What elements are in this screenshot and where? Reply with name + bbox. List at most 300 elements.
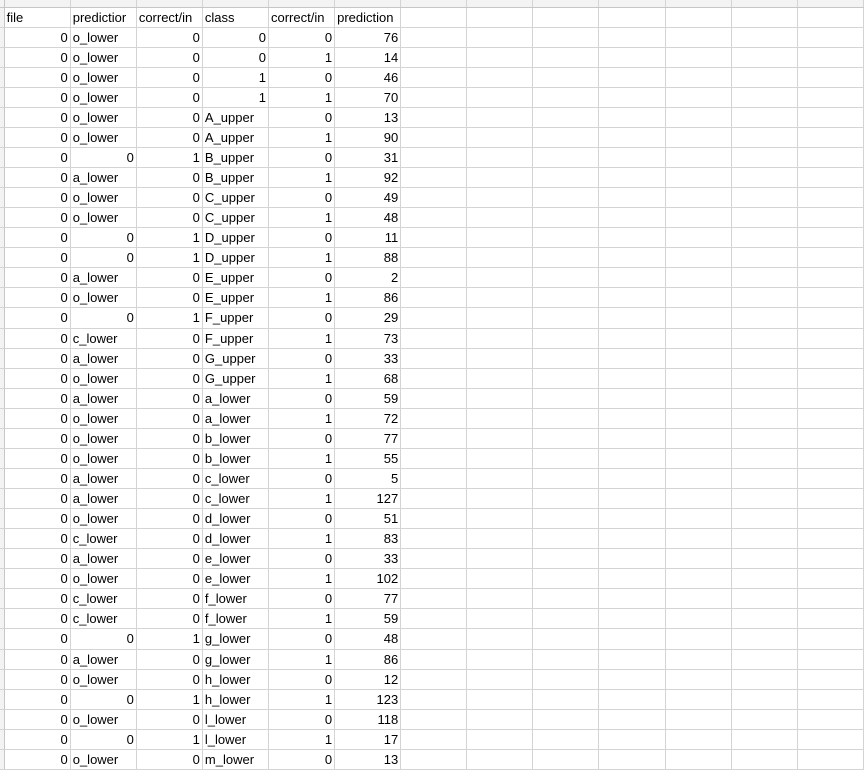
cell[interactable]: 68 (335, 368, 401, 388)
cell[interactable]: o_lower (70, 408, 136, 428)
cell[interactable]: 0 (136, 67, 202, 87)
cell[interactable] (599, 489, 665, 509)
cell[interactable]: 88 (335, 248, 401, 268)
cell[interactable] (599, 669, 665, 689)
cell[interactable] (797, 268, 863, 288)
cell[interactable]: 0 (202, 27, 268, 47)
cell[interactable]: prediction (335, 7, 401, 27)
cell[interactable] (797, 67, 863, 87)
column-header-cell[interactable] (467, 0, 533, 7)
cell[interactable] (665, 348, 731, 368)
cell[interactable] (533, 147, 599, 167)
cell[interactable]: G_upper (202, 368, 268, 388)
cell[interactable] (467, 569, 533, 589)
cell[interactable]: g_lower (202, 649, 268, 669)
cell[interactable]: 0 (136, 569, 202, 589)
cell[interactable] (467, 67, 533, 87)
cell[interactable]: 0 (269, 468, 335, 488)
cell[interactable] (533, 308, 599, 328)
cell[interactable] (533, 7, 599, 27)
cell[interactable] (533, 328, 599, 348)
cell[interactable] (731, 27, 797, 47)
cell[interactable]: o_lower (70, 27, 136, 47)
cell[interactable] (797, 127, 863, 147)
cell[interactable] (401, 127, 467, 147)
cell[interactable]: 86 (335, 649, 401, 669)
cell[interactable] (797, 188, 863, 208)
cell[interactable]: 0 (269, 709, 335, 729)
cell[interactable] (533, 489, 599, 509)
cell[interactable] (533, 448, 599, 468)
cell[interactable]: 0 (4, 629, 70, 649)
cell[interactable] (665, 408, 731, 428)
cell[interactable] (665, 127, 731, 147)
cell[interactable] (401, 589, 467, 609)
cell[interactable] (401, 208, 467, 228)
cell[interactable]: o_lower (70, 208, 136, 228)
cell[interactable] (599, 27, 665, 47)
cell[interactable] (599, 428, 665, 448)
cell[interactable]: predictior (70, 7, 136, 27)
cell[interactable] (665, 709, 731, 729)
cell[interactable]: 1 (136, 248, 202, 268)
cell[interactable]: o_lower (70, 368, 136, 388)
cell[interactable] (599, 509, 665, 529)
cell[interactable] (797, 107, 863, 127)
cell[interactable] (797, 408, 863, 428)
cell[interactable]: 1 (269, 489, 335, 509)
cell[interactable] (533, 589, 599, 609)
cell[interactable] (731, 569, 797, 589)
cell[interactable] (731, 689, 797, 709)
column-header-cell[interactable] (665, 0, 731, 7)
cell[interactable]: 1 (269, 288, 335, 308)
cell[interactable]: 0 (136, 208, 202, 228)
cell[interactable] (599, 248, 665, 268)
column-header-cell[interactable] (797, 0, 863, 7)
cell[interactable]: 1 (269, 208, 335, 228)
cell[interactable] (797, 749, 863, 769)
cell[interactable]: o_lower (70, 569, 136, 589)
cell[interactable] (731, 609, 797, 629)
cell[interactable] (599, 127, 665, 147)
cell[interactable]: 0 (4, 107, 70, 127)
cell[interactable]: l_lower (202, 729, 268, 749)
cell[interactable] (467, 47, 533, 67)
cell[interactable] (401, 27, 467, 47)
cell[interactable]: 1 (269, 87, 335, 107)
cell[interactable]: 0 (4, 448, 70, 468)
cell[interactable]: 76 (335, 27, 401, 47)
cell[interactable]: E_upper (202, 268, 268, 288)
cell[interactable]: 1 (269, 689, 335, 709)
cell[interactable]: 0 (4, 308, 70, 328)
cell[interactable]: 0 (136, 669, 202, 689)
cell[interactable] (665, 669, 731, 689)
cell[interactable] (797, 489, 863, 509)
cell[interactable] (797, 729, 863, 749)
cell[interactable]: 29 (335, 308, 401, 328)
cell[interactable]: o_lower (70, 87, 136, 107)
cell[interactable]: 1 (269, 649, 335, 669)
cell[interactable] (731, 509, 797, 529)
cell[interactable] (467, 408, 533, 428)
cell[interactable]: 1 (202, 67, 268, 87)
cell[interactable]: 1 (269, 529, 335, 549)
cell[interactable] (599, 107, 665, 127)
column-header-cell[interactable] (401, 0, 467, 7)
cell[interactable]: 0 (70, 629, 136, 649)
cell[interactable]: 0 (70, 689, 136, 709)
cell[interactable]: 0 (269, 428, 335, 448)
cell[interactable] (731, 127, 797, 147)
cell[interactable] (533, 288, 599, 308)
cell[interactable] (533, 669, 599, 689)
cell[interactable] (401, 489, 467, 509)
cell[interactable]: 33 (335, 348, 401, 368)
cell[interactable] (731, 7, 797, 27)
cell[interactable] (401, 709, 467, 729)
cell[interactable]: 1 (136, 147, 202, 167)
cell[interactable]: d_lower (202, 529, 268, 549)
cell[interactable]: 0 (4, 87, 70, 107)
cell[interactable]: 0 (136, 609, 202, 629)
cell[interactable] (665, 569, 731, 589)
cell[interactable] (797, 669, 863, 689)
cell[interactable]: o_lower (70, 67, 136, 87)
cell[interactable] (797, 428, 863, 448)
cell[interactable] (467, 228, 533, 248)
cell[interactable] (731, 328, 797, 348)
cell[interactable]: 0 (269, 669, 335, 689)
cell[interactable] (401, 669, 467, 689)
cell[interactable] (731, 709, 797, 729)
cell[interactable]: 0 (136, 268, 202, 288)
column-header-cell[interactable] (269, 0, 335, 7)
cell[interactable] (467, 649, 533, 669)
cell[interactable]: 0 (4, 468, 70, 488)
cell[interactable] (599, 609, 665, 629)
cell[interactable] (401, 368, 467, 388)
cell[interactable]: 0 (4, 529, 70, 549)
cell[interactable]: a_lower (70, 268, 136, 288)
cell[interactable]: 1 (202, 87, 268, 107)
cell[interactable] (533, 248, 599, 268)
cell[interactable]: 0 (136, 649, 202, 669)
cell[interactable] (599, 208, 665, 228)
cell[interactable] (797, 649, 863, 669)
cell[interactable] (731, 589, 797, 609)
cell[interactable] (665, 188, 731, 208)
cell[interactable] (467, 168, 533, 188)
cell[interactable]: 0 (136, 549, 202, 569)
cell[interactable]: 0 (4, 749, 70, 769)
cell[interactable]: G_upper (202, 348, 268, 368)
cell[interactable] (665, 428, 731, 448)
cell[interactable] (731, 729, 797, 749)
cell[interactable]: 0 (136, 107, 202, 127)
cell[interactable]: 0 (4, 428, 70, 448)
cell[interactable]: 1 (136, 308, 202, 328)
cell[interactable]: 0 (4, 689, 70, 709)
cell[interactable]: 72 (335, 408, 401, 428)
cell[interactable] (401, 749, 467, 769)
cell[interactable]: 0 (269, 147, 335, 167)
cell[interactable] (533, 348, 599, 368)
cell[interactable] (467, 509, 533, 529)
cell[interactable] (665, 228, 731, 248)
cell[interactable]: a_lower (70, 489, 136, 509)
cell[interactable]: 83 (335, 529, 401, 549)
cell[interactable] (797, 288, 863, 308)
cell[interactable]: b_lower (202, 428, 268, 448)
cell[interactable] (599, 147, 665, 167)
cell[interactable] (401, 67, 467, 87)
cell[interactable]: 1 (269, 408, 335, 428)
cell[interactable]: 77 (335, 589, 401, 609)
column-header-cell[interactable] (136, 0, 202, 7)
cell[interactable] (533, 127, 599, 147)
cell[interactable]: correct/in (136, 7, 202, 27)
cell[interactable] (467, 288, 533, 308)
cell[interactable]: a_lower (202, 388, 268, 408)
cell[interactable] (797, 689, 863, 709)
cell[interactable]: 1 (269, 729, 335, 749)
cell[interactable]: 0 (4, 589, 70, 609)
cell[interactable] (401, 629, 467, 649)
cell[interactable]: c_lower (70, 609, 136, 629)
cell[interactable] (665, 368, 731, 388)
cell[interactable]: a_lower (70, 168, 136, 188)
cell[interactable]: 0 (4, 388, 70, 408)
cell[interactable] (665, 107, 731, 127)
cell[interactable]: 59 (335, 609, 401, 629)
cell[interactable] (467, 749, 533, 769)
cell[interactable]: 0 (4, 509, 70, 529)
cell[interactable] (731, 147, 797, 167)
cell[interactable]: 0 (70, 228, 136, 248)
cell[interactable]: o_lower (70, 107, 136, 127)
cell[interactable] (665, 629, 731, 649)
cell[interactable] (467, 208, 533, 228)
cell[interactable]: C_upper (202, 208, 268, 228)
column-header-cell[interactable] (599, 0, 665, 7)
cell[interactable]: o_lower (70, 288, 136, 308)
cell[interactable] (797, 248, 863, 268)
cell[interactable] (467, 87, 533, 107)
cell[interactable] (533, 368, 599, 388)
cell[interactable]: 86 (335, 288, 401, 308)
cell[interactable]: 0 (4, 649, 70, 669)
cell[interactable]: 0 (70, 729, 136, 749)
cell[interactable] (665, 328, 731, 348)
cell[interactable]: 5 (335, 468, 401, 488)
cell[interactable] (467, 147, 533, 167)
cell[interactable]: 0 (4, 47, 70, 67)
cell[interactable] (599, 549, 665, 569)
cell[interactable] (797, 709, 863, 729)
cell[interactable] (797, 7, 863, 27)
cell[interactable]: 0 (269, 749, 335, 769)
cell[interactable]: 0 (70, 147, 136, 167)
cell[interactable] (731, 348, 797, 368)
cell[interactable]: 0 (70, 248, 136, 268)
cell[interactable] (401, 729, 467, 749)
cell[interactable]: h_lower (202, 689, 268, 709)
cell[interactable] (665, 529, 731, 549)
cell[interactable] (401, 228, 467, 248)
cell[interactable]: h_lower (202, 669, 268, 689)
cell[interactable]: D_upper (202, 228, 268, 248)
cell[interactable] (731, 749, 797, 769)
cell[interactable] (797, 147, 863, 167)
cell[interactable]: 0 (136, 448, 202, 468)
cell[interactable] (533, 67, 599, 87)
cell[interactable] (401, 248, 467, 268)
cell[interactable]: 59 (335, 388, 401, 408)
cell[interactable]: a_lower (70, 468, 136, 488)
cell[interactable]: 0 (4, 127, 70, 147)
cell[interactable]: 0 (136, 428, 202, 448)
cell[interactable] (797, 448, 863, 468)
cell[interactable]: B_upper (202, 168, 268, 188)
cell[interactable] (467, 188, 533, 208)
cell[interactable] (731, 208, 797, 228)
cell[interactable]: 12 (335, 669, 401, 689)
cell[interactable] (467, 709, 533, 729)
cell[interactable] (665, 27, 731, 47)
column-header-cell[interactable] (335, 0, 401, 7)
cell[interactable]: 55 (335, 448, 401, 468)
cell[interactable] (599, 228, 665, 248)
cell[interactable] (401, 468, 467, 488)
cell[interactable] (665, 67, 731, 87)
cell[interactable]: 0 (4, 609, 70, 629)
column-header-cell[interactable] (202, 0, 268, 7)
cell[interactable]: 0 (269, 27, 335, 47)
cell[interactable] (599, 47, 665, 67)
cell[interactable] (665, 87, 731, 107)
cell[interactable] (665, 549, 731, 569)
cell[interactable] (533, 609, 599, 629)
cell[interactable]: c_lower (70, 529, 136, 549)
cell[interactable]: 11 (335, 228, 401, 248)
cell[interactable] (599, 328, 665, 348)
cell[interactable]: 0 (136, 27, 202, 47)
cell[interactable]: 0 (136, 328, 202, 348)
cell[interactable]: 73 (335, 328, 401, 348)
cell[interactable] (731, 408, 797, 428)
cell[interactable]: 0 (4, 709, 70, 729)
cell[interactable] (731, 428, 797, 448)
cell[interactable]: a_lower (70, 348, 136, 368)
cell[interactable]: 1 (269, 248, 335, 268)
cell[interactable] (599, 308, 665, 328)
cell[interactable]: 0 (4, 27, 70, 47)
cell[interactable] (599, 268, 665, 288)
cell[interactable] (797, 47, 863, 67)
cell[interactable] (467, 428, 533, 448)
cell[interactable]: 0 (136, 348, 202, 368)
cell[interactable] (467, 689, 533, 709)
cell[interactable]: 0 (136, 529, 202, 549)
cell[interactable] (467, 268, 533, 288)
cell[interactable] (401, 87, 467, 107)
cell[interactable] (401, 529, 467, 549)
cell[interactable]: file (4, 7, 70, 27)
cell[interactable] (599, 7, 665, 27)
cell[interactable]: 0 (4, 368, 70, 388)
cell[interactable] (533, 709, 599, 729)
cell[interactable]: 0 (269, 549, 335, 569)
cell[interactable] (533, 509, 599, 529)
cell[interactable]: 48 (335, 629, 401, 649)
cell[interactable]: 13 (335, 749, 401, 769)
cell[interactable] (599, 168, 665, 188)
cell[interactable] (665, 7, 731, 27)
cell[interactable] (665, 689, 731, 709)
cell[interactable]: o_lower (70, 749, 136, 769)
cell[interactable]: 33 (335, 549, 401, 569)
cell[interactable]: o_lower (70, 448, 136, 468)
cell[interactable]: 0 (70, 308, 136, 328)
cell[interactable] (731, 228, 797, 248)
cell[interactable] (401, 47, 467, 67)
cell[interactable]: a_lower (202, 408, 268, 428)
cell[interactable]: 0 (136, 468, 202, 488)
cell[interactable]: 0 (136, 368, 202, 388)
cell[interactable] (665, 609, 731, 629)
cell[interactable] (533, 208, 599, 228)
cell[interactable] (467, 448, 533, 468)
cell[interactable]: correct/in (269, 7, 335, 27)
cell[interactable] (665, 489, 731, 509)
cell[interactable]: 90 (335, 127, 401, 147)
cell[interactable] (467, 529, 533, 549)
cell[interactable]: 0 (136, 288, 202, 308)
cell[interactable] (533, 569, 599, 589)
cell[interactable]: 0 (4, 549, 70, 569)
cell[interactable] (665, 589, 731, 609)
cell[interactable]: 0 (269, 268, 335, 288)
cell[interactable]: 0 (136, 408, 202, 428)
cell[interactable]: 17 (335, 729, 401, 749)
cell[interactable] (731, 87, 797, 107)
cell[interactable] (401, 188, 467, 208)
cell[interactable]: 1 (269, 569, 335, 589)
cell[interactable] (599, 388, 665, 408)
cell[interactable] (401, 107, 467, 127)
cell[interactable] (467, 729, 533, 749)
cell[interactable]: b_lower (202, 448, 268, 468)
cell[interactable]: 0 (269, 629, 335, 649)
cell[interactable]: class (202, 7, 268, 27)
cell[interactable] (665, 749, 731, 769)
cell[interactable]: D_upper (202, 248, 268, 268)
cell[interactable]: 0 (269, 107, 335, 127)
cell[interactable]: A_upper (202, 127, 268, 147)
cell[interactable] (731, 168, 797, 188)
cell[interactable]: 0 (136, 127, 202, 147)
cell[interactable] (467, 489, 533, 509)
cell[interactable]: 0 (4, 569, 70, 589)
cell[interactable] (533, 188, 599, 208)
cell[interactable] (599, 689, 665, 709)
cell[interactable] (467, 308, 533, 328)
cell[interactable] (533, 268, 599, 288)
cell[interactable]: 0 (269, 228, 335, 248)
cell[interactable] (401, 689, 467, 709)
